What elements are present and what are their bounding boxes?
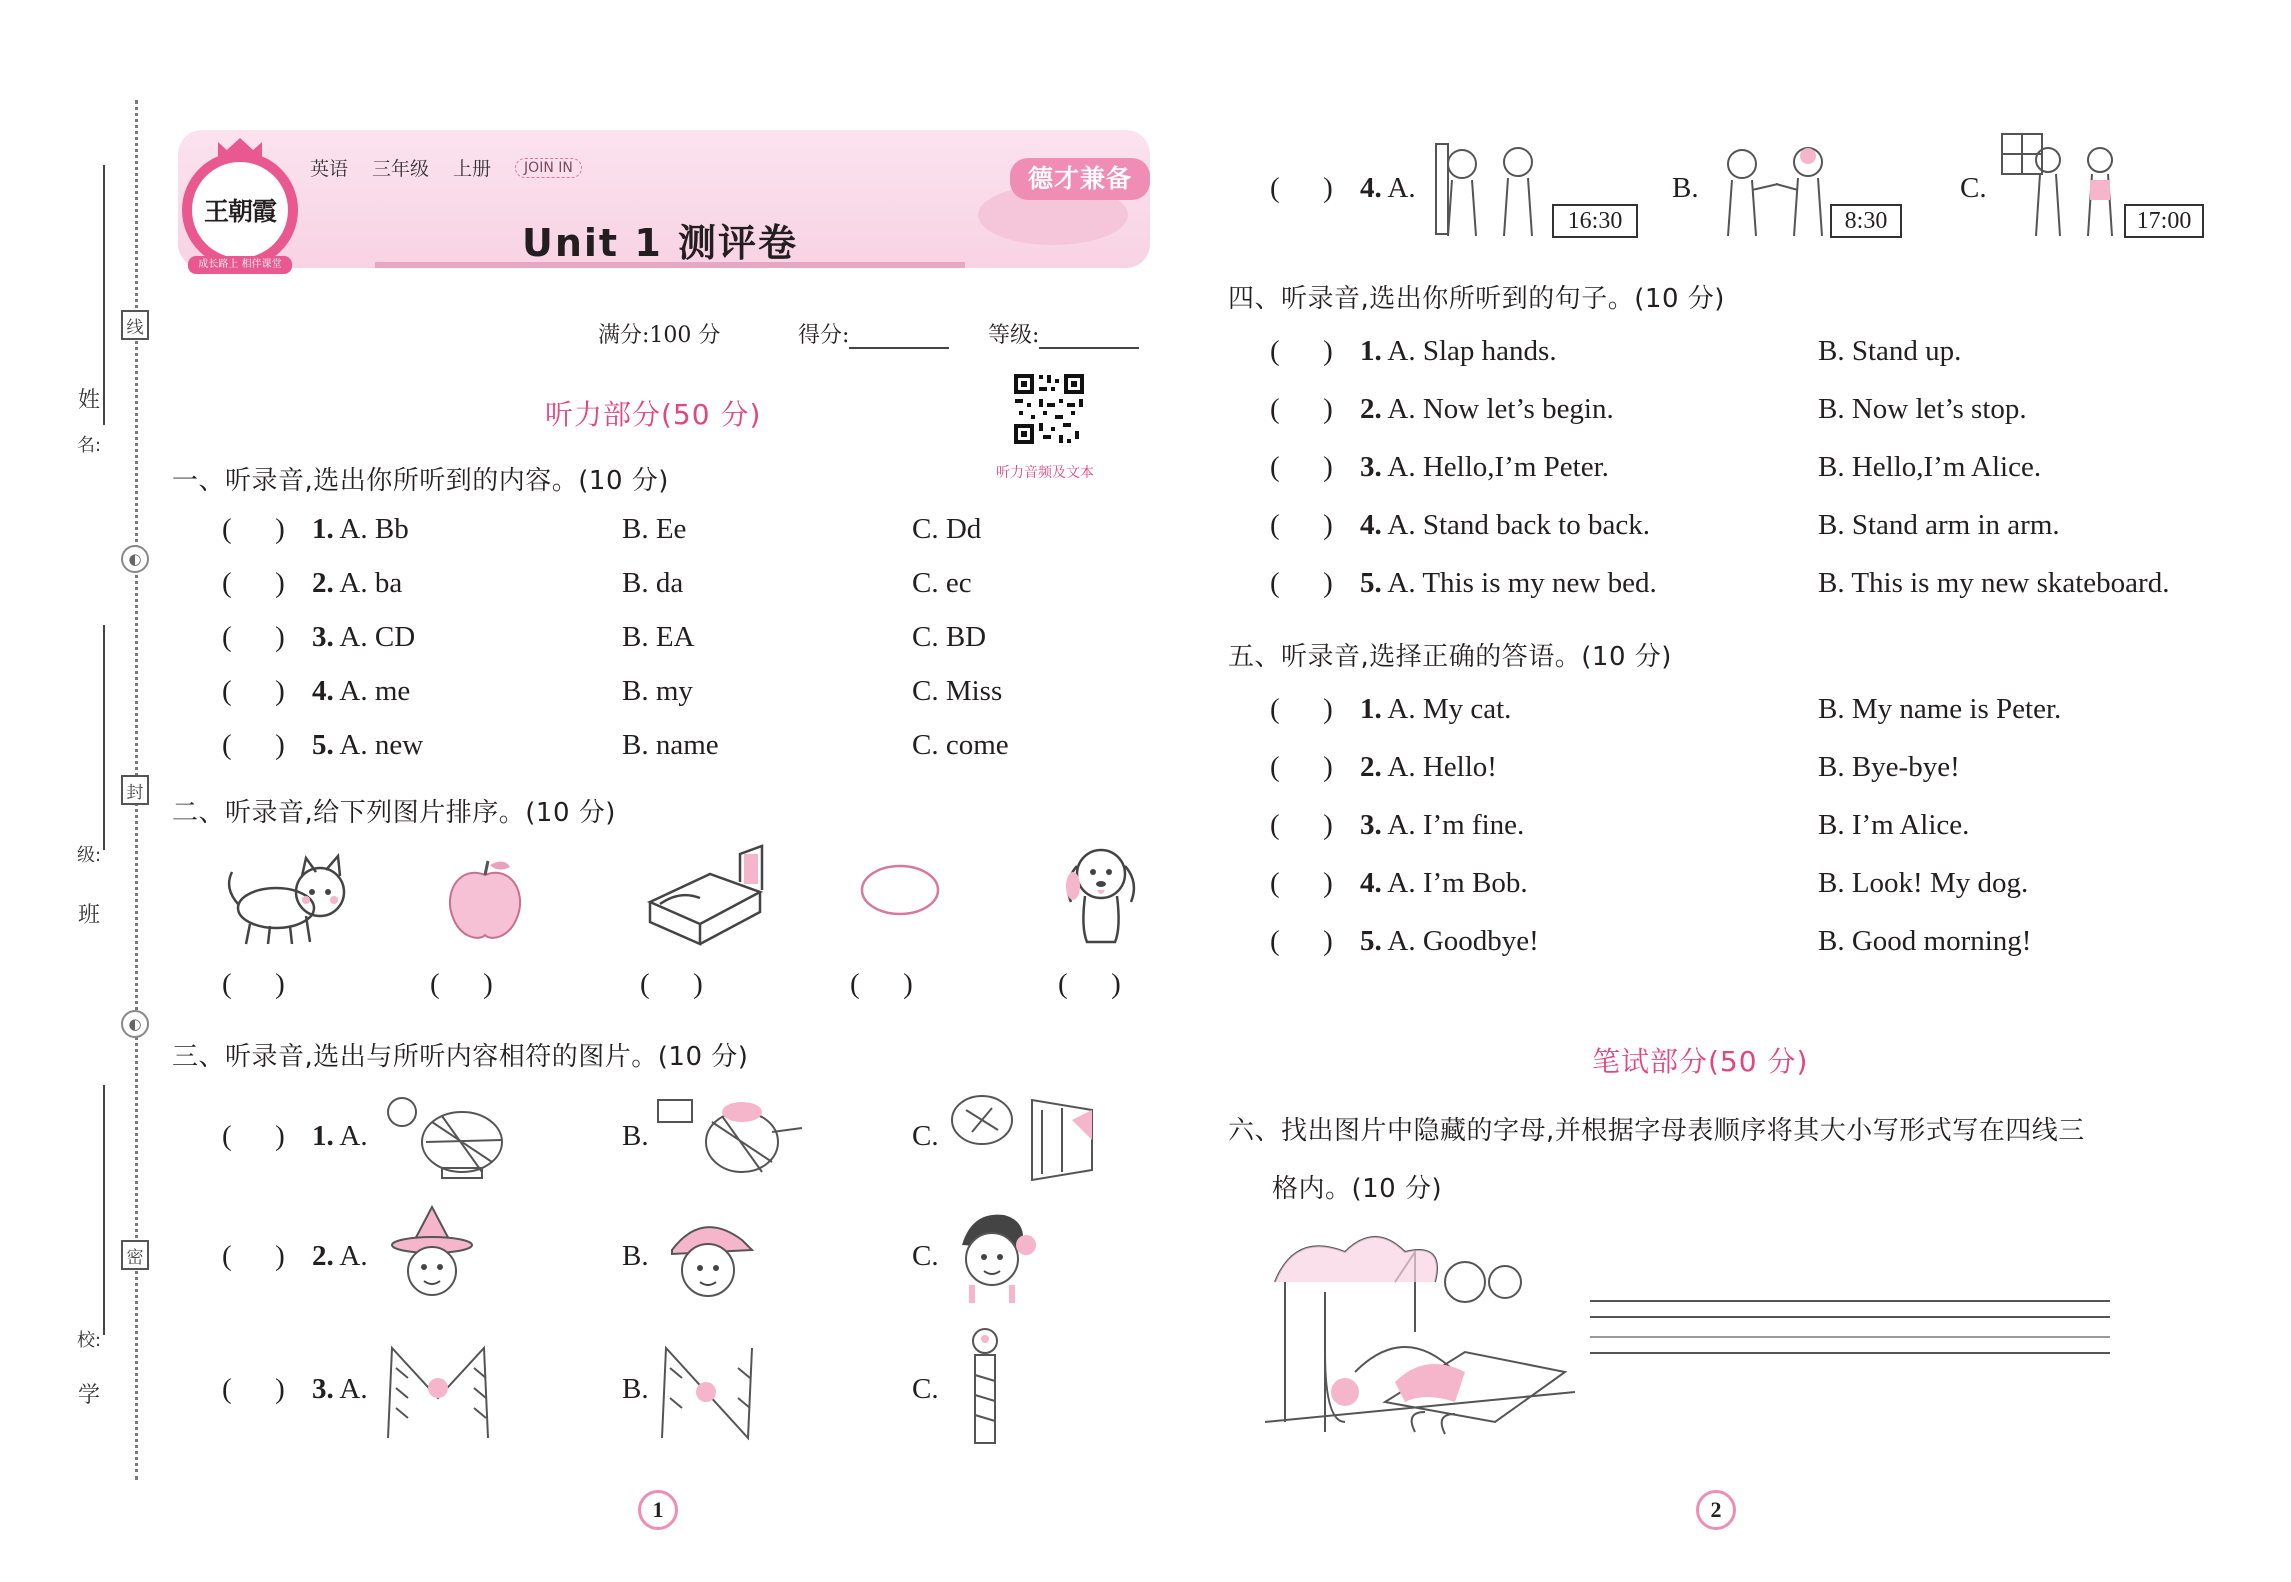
answer-blank[interactable]: ( ) <box>1270 693 1333 725</box>
qr-code-icon[interactable] <box>1012 372 1086 446</box>
page-number-text: 2 <box>1710 1497 1722 1522</box>
answer-blank[interactable]: ( ) <box>1270 172 1333 204</box>
q1-option-b: B. da <box>622 567 684 599</box>
q3-item4-option-c: C. <box>1960 172 1987 204</box>
dog-picture <box>1055 838 1145 948</box>
grid-line-1 <box>1590 1300 2110 1302</box>
virtue-badge: 德才兼备 <box>1010 158 1150 200</box>
class-label-char-1: 班 <box>77 903 100 928</box>
subject-label: 英语 <box>310 158 349 180</box>
score-field[interactable] <box>798 318 949 349</box>
option-a-text: A. <box>339 1120 368 1152</box>
q1-option-a <box>312 675 410 708</box>
brand-logo <box>178 138 302 274</box>
class-label-char-2: 级: <box>76 845 102 866</box>
listening-section-title: 听力部分(50 分) <box>545 398 762 431</box>
q5-option-a <box>1360 867 1528 900</box>
option-a-text: A. new <box>339 729 424 761</box>
q4-option-a <box>1360 393 1614 426</box>
q5-option-b: B. Bye-bye! <box>1818 751 1960 783</box>
option-a-text: A. I’m fine. <box>1387 809 1525 841</box>
question-number: 5. <box>312 729 334 761</box>
brand-name: 王朝霞 <box>203 197 276 226</box>
q4-option-b: B. This is my new skateboard. <box>1818 567 2170 599</box>
q1-option-b: B. my <box>622 675 693 707</box>
answer-blank[interactable]: ( ) <box>222 1373 285 1405</box>
q1-option-b: B. EA <box>622 621 695 653</box>
answer-blank[interactable]: ( ) <box>1270 509 1333 541</box>
q5-heading: 五、听录音,选择正确的答语。(10 分) <box>1228 642 1672 672</box>
q3-option-a <box>312 1240 368 1273</box>
answer-blank[interactable]: ( ) <box>222 1120 285 1152</box>
grid-line-4 <box>1590 1352 2110 1354</box>
question-number: 4. <box>1360 509 1382 541</box>
name-write-line <box>103 165 105 425</box>
tigers-forming-n-picture <box>652 1338 762 1448</box>
answer-blank[interactable]: ( ) <box>222 513 285 545</box>
q3-option-a <box>312 1120 368 1153</box>
option-a-text: A. <box>339 1373 368 1405</box>
q1-option-a <box>312 729 423 762</box>
grade-blank[interactable] <box>1039 347 1139 349</box>
school-write-line <box>103 1085 105 1335</box>
question-number: 4. <box>1360 867 1382 899</box>
option-a-text: A. <box>1387 172 1416 204</box>
answer-blank[interactable]: ( ) <box>1270 567 1333 599</box>
school-label-char-1: 学 <box>77 1383 100 1408</box>
q3-heading: 三、听录音,选出与所听内容相符的图片。(10 分) <box>172 1042 749 1072</box>
tiger-with-bag-picture <box>652 1092 812 1182</box>
option-a-text: A. <box>339 1240 368 1272</box>
option-a-text: A. CD <box>339 621 416 653</box>
order-blank-1[interactable]: ( ) <box>222 968 285 1000</box>
q1-option-b: B. Ee <box>622 513 687 545</box>
option-a-text: A. Slap hands. <box>1387 335 1557 367</box>
question-number: 2. <box>1360 393 1382 425</box>
girl-with-ponytail-picture <box>942 1205 1042 1305</box>
q4-option-b: B. Stand arm in arm. <box>1818 509 2060 541</box>
q3-option-c: C. <box>912 1373 939 1405</box>
answer-blank[interactable]: ( ) <box>1270 393 1333 425</box>
answer-blank[interactable]: ( ) <box>1270 335 1333 367</box>
option-a-text: A. I’m Bob. <box>1387 867 1528 899</box>
q5-option-a <box>1360 693 1511 726</box>
option-a-text: A. Goodbye! <box>1387 925 1539 957</box>
option-a-text: A. Hello! <box>1387 751 1497 783</box>
kids-at-school-picture <box>1432 140 1552 240</box>
answer-blank[interactable]: ( ) <box>222 621 285 653</box>
grade-label: 三年级 <box>372 158 430 180</box>
hidden-letters-picture <box>1265 1222 1575 1452</box>
q5-option-a <box>1360 751 1497 784</box>
q3-option-c: C. <box>912 1120 939 1152</box>
tiger-with-book-picture <box>942 1090 1112 1186</box>
q3-option-c: C. <box>912 1240 939 1272</box>
written-section-title: 笔试部分(50 分) <box>1592 1045 1809 1078</box>
class-write-line <box>103 625 105 850</box>
bed-picture <box>640 842 770 952</box>
cat-picture <box>220 848 360 948</box>
q4-option-a <box>1360 451 1609 484</box>
option-a-text: A. Now let’s begin. <box>1387 393 1614 425</box>
tiger-forming-i-picture <box>945 1325 1025 1450</box>
question-number: 3. <box>1360 451 1382 483</box>
q1-option-c: C. Dd <box>912 513 982 545</box>
edition-label: JOIN IN <box>515 158 582 178</box>
name-label-char-1: 姓 <box>77 388 100 413</box>
page-number-left <box>632 1490 684 1530</box>
seal-box-xian: 线 <box>121 310 149 340</box>
answer-blank[interactable]: ( ) <box>222 1240 285 1272</box>
q3-option-b: B. <box>622 1373 649 1405</box>
order-blank-5[interactable]: ( ) <box>1058 968 1121 1000</box>
q3-option-a <box>312 1373 368 1406</box>
kids-going-home-picture <box>1998 130 2128 240</box>
question-number: 1. <box>312 1120 334 1152</box>
kids-waving-picture <box>1712 140 1842 240</box>
name-label-char-2: 名: <box>76 435 102 456</box>
binding-clip-icon: ◐ <box>121 1010 149 1038</box>
q5-option-a <box>1360 925 1539 958</box>
question-number: 3. <box>312 621 334 653</box>
answer-blank[interactable]: ( ) <box>1270 925 1333 957</box>
question-number: 1. <box>1360 335 1382 367</box>
volume-label: 上册 <box>453 158 492 180</box>
tigers-forming-m-picture <box>378 1338 498 1448</box>
qr-code-label: 听力音频及文本 <box>996 465 1094 481</box>
q1-option-a <box>312 567 402 600</box>
binding-strip <box>0 0 150 1582</box>
clock-time-c: 17:00 <box>2124 204 2204 238</box>
grid-line-3 <box>1590 1336 2110 1338</box>
q5-option-b: B. Look! My dog. <box>1818 867 2029 899</box>
q4-option-a <box>1360 335 1557 368</box>
q1-option-a <box>312 621 415 654</box>
q1-option-c: C. Miss <box>912 675 1003 707</box>
seal-box-feng: 封 <box>121 775 149 805</box>
q1-option-c: C. BD <box>912 621 987 653</box>
page-number-right <box>1690 1490 1742 1530</box>
question-number: 2. <box>312 567 334 599</box>
question-number: 5. <box>1360 925 1382 957</box>
question-number: 3. <box>312 1373 334 1405</box>
answer-blank[interactable]: ( ) <box>222 675 285 707</box>
answer-blank[interactable]: ( ) <box>1270 451 1333 483</box>
option-a-text: A. Bb <box>339 513 409 545</box>
binding-clip-icon: ◐ <box>121 545 149 573</box>
grid-line-2 <box>1590 1316 2110 1318</box>
score-label: 得分: <box>798 323 850 348</box>
brand-tagline: 成长路上 相伴课堂 <box>188 256 292 274</box>
question-number: 3. <box>1360 809 1382 841</box>
q5-option-b: B. My name is Peter. <box>1818 693 2062 725</box>
score-blank[interactable] <box>849 347 949 349</box>
q4-option-b: B. Hello,I’m Alice. <box>1818 451 2042 483</box>
q1-option-c: C. ec <box>912 567 972 599</box>
clock-time-a: 16:30 <box>1552 204 1638 238</box>
q3-item4-option-a <box>1360 172 1416 205</box>
q1-option-a <box>312 513 409 546</box>
q5-option-a <box>1360 809 1524 842</box>
question-number: 2. <box>312 1240 334 1272</box>
q3-option-b: B. <box>622 1240 649 1272</box>
q2-heading: 二、听录音,给下列图片排序。(10 分) <box>172 798 616 828</box>
boy-in-cap-picture <box>652 1210 762 1305</box>
school-label-char-2: 校: <box>76 1330 102 1351</box>
order-blank-3[interactable]: ( ) <box>640 968 703 1000</box>
question-number: 2. <box>1360 751 1382 783</box>
answer-blank[interactable]: ( ) <box>222 567 285 599</box>
egg-picture <box>858 860 942 920</box>
seal-box-mi: 密 <box>121 1240 149 1270</box>
q6-heading-line-1: 六、找出图片中隐藏的字母,并根据字母表顺序将其大小写形式写在四线三 <box>1228 1116 2085 1146</box>
full-marks: 满分:100 分 <box>598 323 721 348</box>
clock-time-b: 8:30 <box>1830 204 1902 238</box>
q4-option-b: B. Stand up. <box>1818 335 1962 367</box>
q4-option-a <box>1360 567 1657 600</box>
q6-heading-line-2: 格内。(10 分) <box>1272 1174 1443 1204</box>
option-a-text: A. My cat. <box>1387 693 1512 725</box>
subject-breadcrumb <box>310 154 582 181</box>
answer-blank[interactable]: ( ) <box>1270 751 1333 783</box>
q4-option-a <box>1360 509 1650 542</box>
page-title: Unit 1 测评卷 <box>522 221 798 265</box>
q5-option-b: B. I’m Alice. <box>1818 809 1970 841</box>
option-a-text: A. ba <box>339 567 403 599</box>
girl-in-hat-picture <box>382 1205 482 1305</box>
option-a-text: A. This is my new bed. <box>1387 567 1657 599</box>
order-blank-2[interactable]: ( ) <box>430 968 493 1000</box>
q5-option-b: B. Good morning! <box>1818 925 2032 957</box>
option-a-text: A. Hello,I’m Peter. <box>1387 451 1609 483</box>
question-number: 1. <box>1360 693 1382 725</box>
option-a-text: A. Stand back to back. <box>1387 509 1650 541</box>
grade-field-label: 等级: <box>988 323 1040 348</box>
question-number: 5. <box>1360 567 1382 599</box>
question-number: 4. <box>1360 172 1382 204</box>
apple-picture <box>440 855 530 945</box>
q4-option-b: B. Now let’s stop. <box>1818 393 2027 425</box>
q1-option-c: C. come <box>912 729 1009 761</box>
question-number: 4. <box>312 675 334 707</box>
option-a-text: A. me <box>339 675 411 707</box>
answer-blank[interactable]: ( ) <box>222 729 285 761</box>
q1-heading: 一、听录音,选出你所听到的内容。(10 分) <box>172 466 669 496</box>
question-number: 1. <box>312 513 334 545</box>
page-number-text: 1 <box>652 1497 664 1522</box>
q4-heading: 四、听录音,选出你所听到的句子。(10 分) <box>1228 284 1725 314</box>
q1-option-b: B. name <box>622 729 719 761</box>
order-blank-4[interactable]: ( ) <box>850 968 913 1000</box>
grade-field[interactable] <box>988 318 1139 349</box>
answer-blank[interactable]: ( ) <box>1270 809 1333 841</box>
q3-option-b: B. <box>622 1120 649 1152</box>
tiger-with-headphones-picture <box>382 1092 532 1182</box>
answer-blank[interactable]: ( ) <box>1270 867 1333 899</box>
q3-item4-option-b: B. <box>1672 172 1699 204</box>
